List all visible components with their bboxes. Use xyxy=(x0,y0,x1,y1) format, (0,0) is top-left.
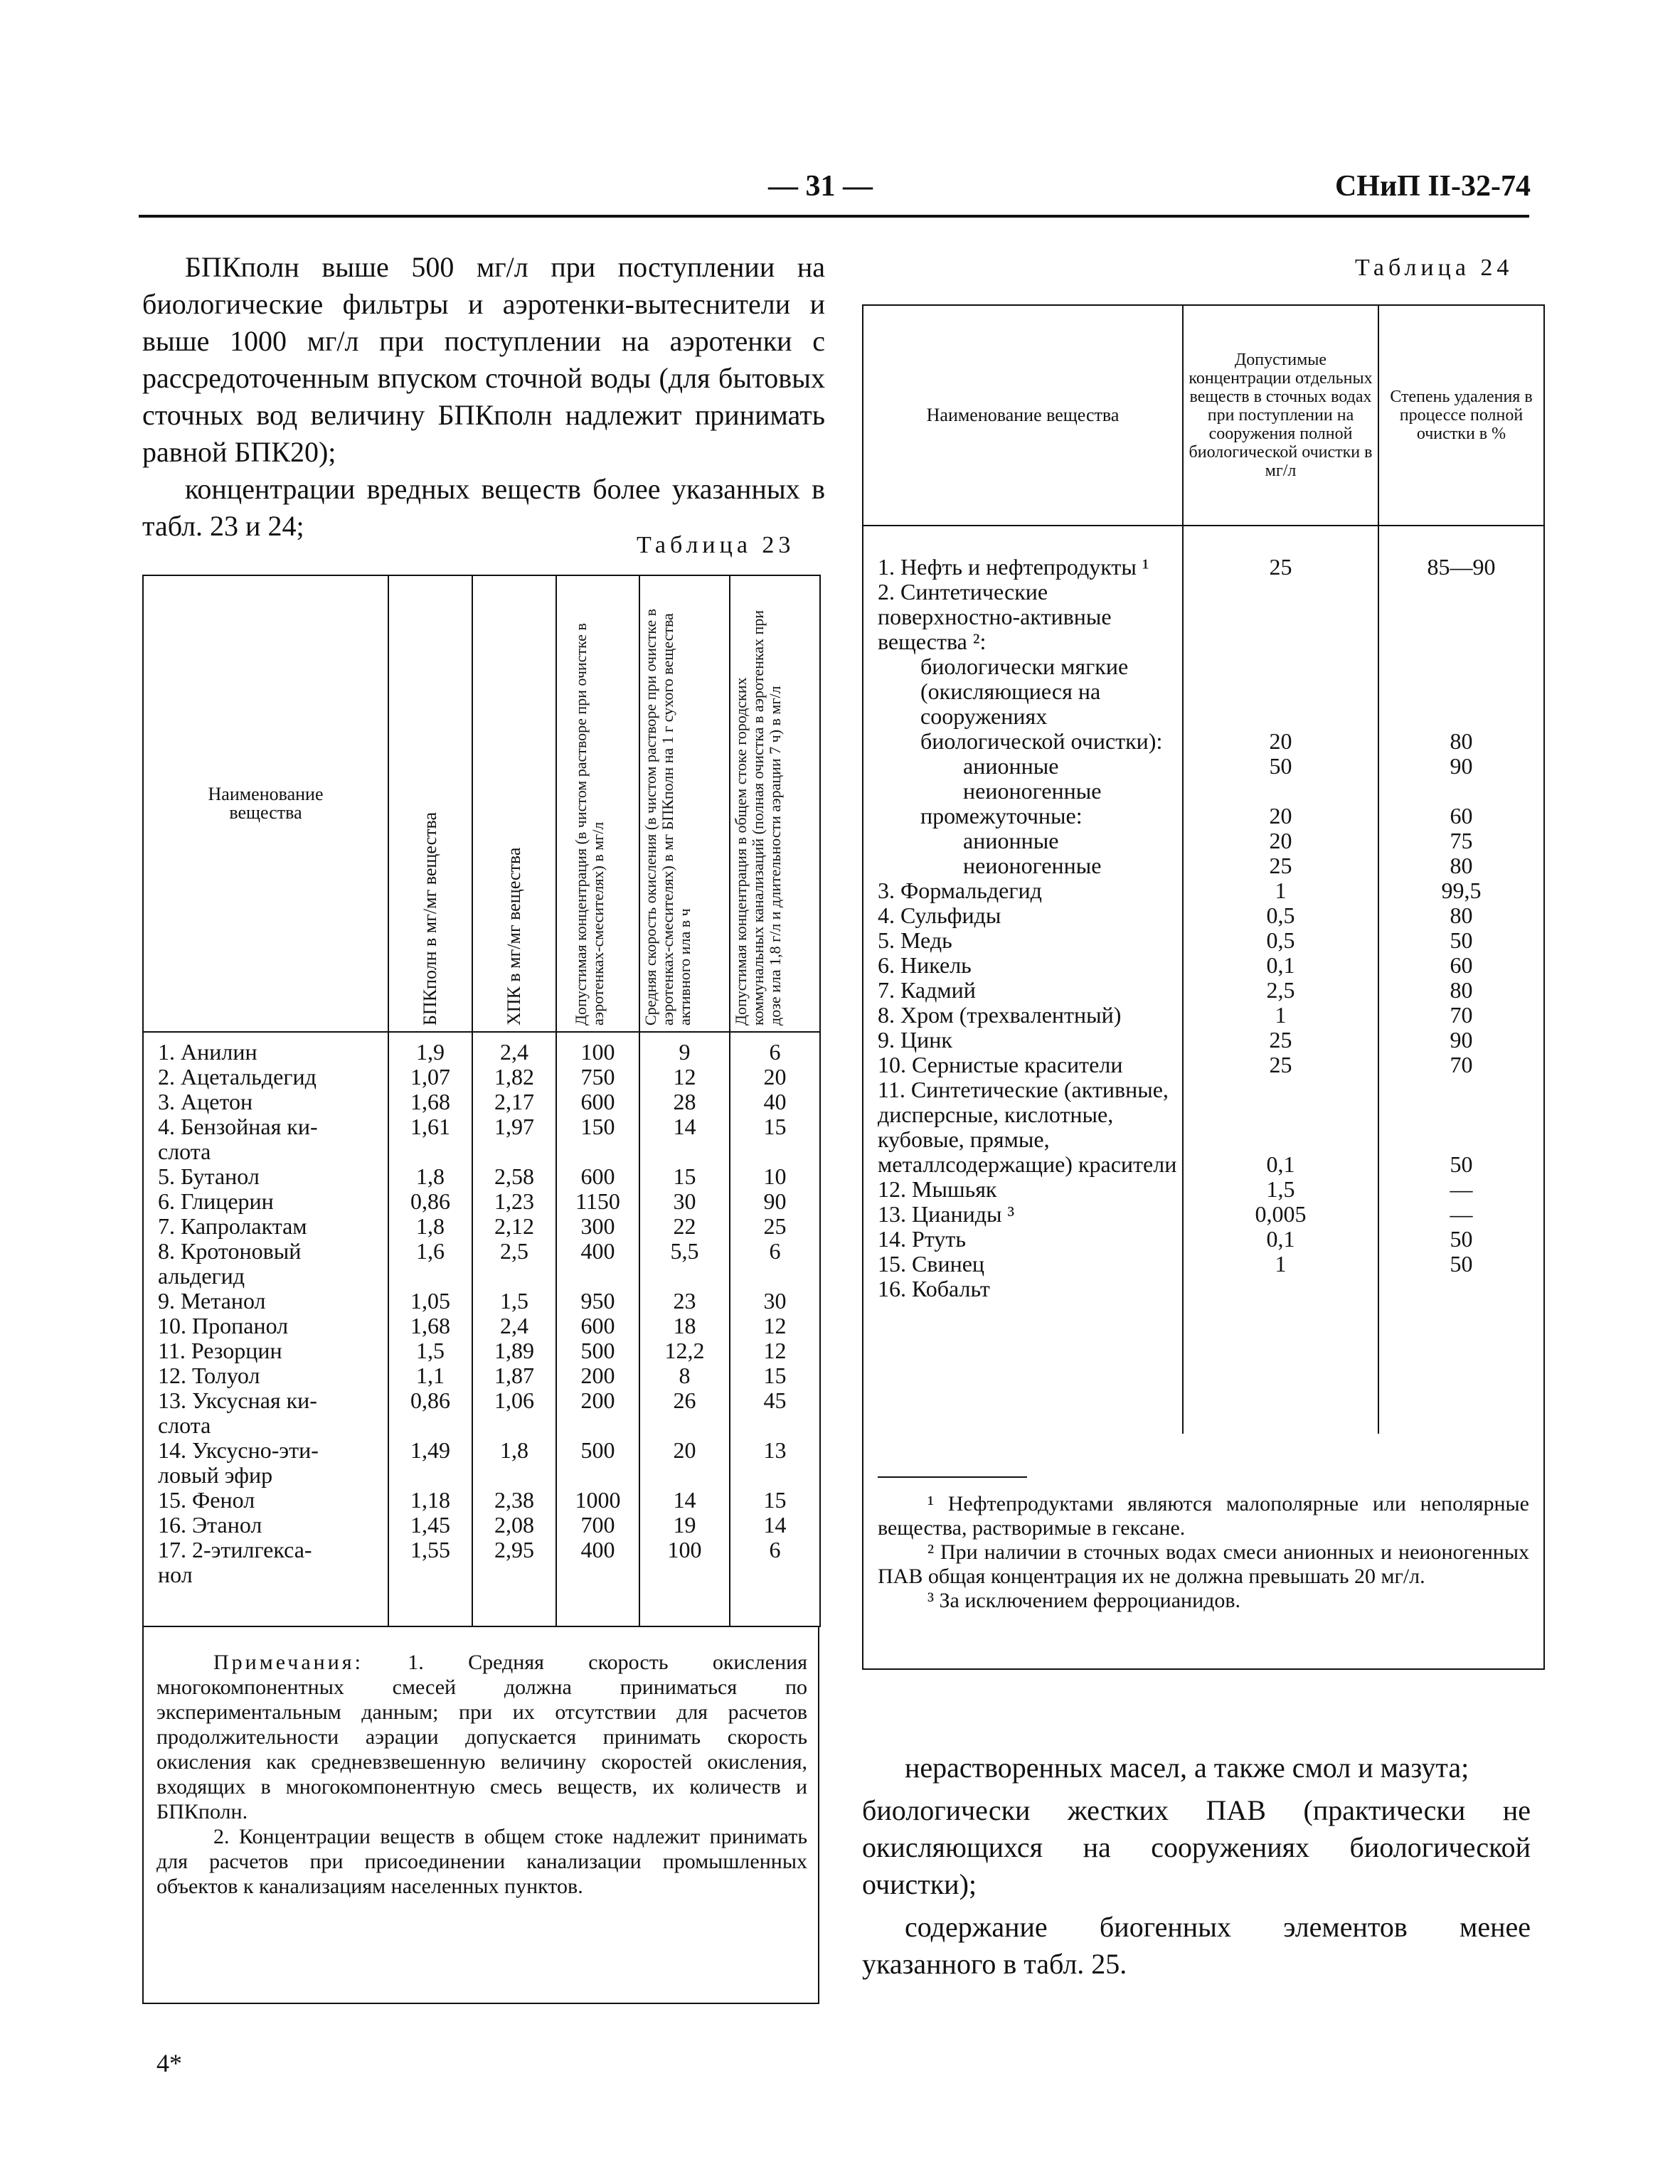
table-23-cell-city: 40 xyxy=(763,1089,787,1114)
table-24-row-name: 1. Нефть и нефтепродукты ¹ xyxy=(878,554,1149,580)
table-23-cell-spacer xyxy=(389,1264,472,1289)
table-24-cell-concentration: 0,1 xyxy=(1266,952,1295,978)
table-23-cell-bpk: 1,8 xyxy=(416,1163,445,1189)
table-23-body xyxy=(143,1032,820,1626)
table-23-cell-hpk: 2,08 xyxy=(494,1512,534,1538)
footnote: ² При наличии в сточных водах смеси анионных и неионогенных ПАВ общая концентрация их не должна превышать 20 мг/л. xyxy=(878,1540,1529,1588)
table-23-cell-rate: 19 xyxy=(673,1512,696,1538)
table-23-cell-hpk: 2,38 xyxy=(494,1487,534,1513)
header-rule xyxy=(139,215,1529,218)
table-24-cell-concentration xyxy=(1184,779,1378,804)
intro-paragraph: концентрации вредных веществ более указанных в табл. 23 и 24; xyxy=(142,473,825,542)
table-24-cell-concentration: 1 xyxy=(1275,1251,1287,1277)
table-23-header-oxidation-rate: Средняя скорость окисления (в чистом растворе при очистке в аэротенках-смесителях) в мг БПКполн на 1 г сухого вещества активного ила в ч xyxy=(639,575,730,1032)
table-23-cell-conc: 950 xyxy=(580,1288,615,1314)
table-23-cell-spacer xyxy=(473,1413,555,1438)
table-23-cell-bpk: 1,05 xyxy=(410,1288,450,1314)
table-23-cell-hpk: 1,89 xyxy=(494,1338,534,1363)
table-24-cell-concentration: 0,1 xyxy=(1266,1226,1295,1252)
table-23-cell-conc: 400 xyxy=(580,1537,615,1562)
table-23-cell-conc: 200 xyxy=(580,1387,615,1413)
table-23-row-name: нол xyxy=(158,1562,193,1587)
table-24-header-removal: Степень удаления в процессе полной очистки в % xyxy=(1378,305,1544,526)
table-23-cell-hpk: 2,95 xyxy=(494,1537,534,1562)
table-24-cell-removal xyxy=(1379,629,1543,729)
table-23-cell-hpk: 1,23 xyxy=(494,1188,534,1214)
table-23-cell-city: 90 xyxy=(763,1188,787,1214)
table-23-cell-hpk: 2,4 xyxy=(500,1313,528,1338)
table-23-cell-spacer xyxy=(640,1264,729,1289)
table-23-notes xyxy=(156,1650,807,1899)
table-24-row-name: 4. Сульфиды xyxy=(878,902,1001,928)
table-23-cell-rate: 26 xyxy=(673,1387,696,1413)
table-24-row-name: 14. Ртуть xyxy=(878,1226,966,1252)
table-23-cell-city: 30 xyxy=(763,1288,787,1314)
table-23-header-concentration: Допустимая концентрация (в чистом растворе при очистке в аэротенках-смесителях) в мг/л xyxy=(556,575,639,1032)
table-24-cell-removal: 80 xyxy=(1450,728,1473,754)
table-23-row-name: 9. Метанол xyxy=(158,1288,266,1314)
table-23-cell-hpk: 1,8 xyxy=(500,1437,528,1463)
continuation-paragraph: биологически жестких ПАВ (практически не окисляющихся на сооружениях биологической очистки); xyxy=(862,1794,1531,1900)
footnote-rule xyxy=(878,1476,1027,1478)
table-23-row-name: 7. Капролактам xyxy=(158,1213,307,1239)
table-23-cell-city: 6 xyxy=(769,1238,781,1264)
table-23-cell-spacer xyxy=(640,1463,729,1488)
table-23-row-name: 3. Ацетон xyxy=(158,1089,253,1114)
table-24-cell-concentration: 20 xyxy=(1269,828,1292,853)
table-23-row-name: 8. Кротоновый xyxy=(158,1238,302,1264)
table-23-cell-rate: 15 xyxy=(673,1163,696,1189)
table-24-cell-removal xyxy=(1379,779,1543,804)
table-24-cell-removal: 80 xyxy=(1450,977,1473,1003)
table-24-header-name: Наименование вещества xyxy=(863,305,1183,526)
table-23-cell-city: 25 xyxy=(763,1213,787,1239)
table-23-cell-spacer xyxy=(640,1562,729,1587)
table-23-cell-conc: 150 xyxy=(580,1114,615,1139)
table-23-cell-city: 10 xyxy=(763,1163,787,1189)
table-24-row-name: неионогенные xyxy=(963,778,1102,804)
table-23-cell-conc: 1000 xyxy=(575,1487,621,1513)
table-23-concentration-column xyxy=(556,1032,639,1626)
table-23-cell-city: 15 xyxy=(763,1363,787,1388)
table-23-cell-conc: 1150 xyxy=(575,1188,620,1214)
table-24-cell-concentration xyxy=(1184,629,1378,729)
table-24-concentration-column xyxy=(1183,526,1378,1434)
table-23-cell-spacer xyxy=(730,1139,819,1164)
table-23-caption: Таблица 23 xyxy=(637,532,795,558)
table-23-cell-hpk: 1,06 xyxy=(494,1387,534,1413)
table-24-cell-concentration: 0,5 xyxy=(1266,902,1295,928)
table-24-header-concentration: Допустимые концентрации отдельных веществ в сточных водах при поступлении на сооружения полной биологической очистки в мг/л xyxy=(1183,305,1378,526)
table-23-cell-rate: 23 xyxy=(673,1288,696,1314)
table-24-names-column xyxy=(863,526,1183,1434)
table-23-cell-spacer xyxy=(730,1413,819,1438)
table-23-cell-city: 6 xyxy=(769,1039,781,1065)
table-23-names-column xyxy=(143,1032,388,1626)
table-24-row-name: 16. Кобальт xyxy=(878,1276,990,1301)
table-23 xyxy=(142,575,821,1627)
table-23-cell-city: 20 xyxy=(763,1064,787,1090)
table-24-cell-concentration: 25 xyxy=(1269,1027,1292,1053)
table-23-cell-bpk: 1,68 xyxy=(410,1313,450,1338)
table-24-cell-concentration: 25 xyxy=(1269,1052,1292,1077)
intro-text xyxy=(142,249,825,545)
table-23-cell-bpk: 1,18 xyxy=(410,1487,450,1513)
table-23-cell-rate: 14 xyxy=(673,1114,696,1139)
table-23-city-column xyxy=(730,1032,820,1626)
table-24-cell-removal: 50 xyxy=(1450,927,1473,953)
table-23-cell-city: 15 xyxy=(763,1487,787,1513)
table-24-row-name: 3. Формальдегид xyxy=(878,878,1042,903)
table-23-row-name: 15. Фенол xyxy=(158,1487,255,1513)
sheet-mark: 4* xyxy=(156,2049,182,2077)
table-24-row-name: 8. Хром (трехвалентный) xyxy=(878,1002,1122,1028)
table-23-cell-bpk: 0,86 xyxy=(410,1188,450,1214)
table-23-cell-conc: 600 xyxy=(580,1163,615,1189)
table-24-caption: Таблица 24 xyxy=(1355,255,1514,281)
table-24-cell-removal: 75 xyxy=(1450,828,1473,853)
table-24-row-name: 7. Кадмий xyxy=(878,977,976,1003)
table-23-row-name: 14. Уксусно-эти- xyxy=(158,1437,319,1463)
table-23-cell-rate: 20 xyxy=(673,1437,696,1463)
table-23-header-hpk: ХПК в мг/мг вещества xyxy=(472,575,556,1032)
table-23-row-name: 6. Глицерин xyxy=(158,1188,274,1214)
intro-paragraph: БПКполн выше 500 мг/л при поступлении на биологические фильтры и аэротенки-вытеснители и выше 1000 мг/л при поступлении на аэротенки с рассредоточенным впуском сточной воды (для бытовых сточных вод величину БПКполн надлежит принимать равной БПК20); xyxy=(142,251,825,468)
table-23-cell-spacer xyxy=(640,1139,729,1164)
table-23-header-bpk: БПКполн в мг/мг вещества xyxy=(388,575,472,1032)
table-23-cell-hpk: 2,58 xyxy=(494,1163,534,1189)
footnote: ¹ Нефтепродуктами являются малополярные или неполярные вещества, растворимые в гексане. xyxy=(878,1491,1529,1540)
table-24-row-name: 13. Цианиды ³ xyxy=(878,1201,1015,1227)
table-24-cell-concentration: 1 xyxy=(1275,878,1287,903)
table-23-cell-bpk: 1,6 xyxy=(416,1238,445,1264)
table-24-row-name: анионные xyxy=(963,753,1059,779)
table-23-cell-spacer xyxy=(730,1562,819,1587)
table-23-cell-bpk: 1,49 xyxy=(410,1437,450,1463)
table-23-cell-conc: 750 xyxy=(580,1064,615,1090)
table-23-cell-hpk: 1,87 xyxy=(494,1363,534,1388)
table-24-cell-removal: 50 xyxy=(1450,1226,1473,1252)
table-23-cell-rate: 28 xyxy=(673,1089,696,1114)
table-24-cell-concentration: 25 xyxy=(1269,554,1292,580)
table-23-cell-spacer xyxy=(389,1562,472,1587)
table-23-row-name: слота xyxy=(158,1412,211,1438)
table-23-cell-rate: 9 xyxy=(679,1039,691,1065)
continuation-paragraph: содержание биогенных элементов менее указанного в табл. 25. xyxy=(862,1911,1531,1980)
table-23-row-name: альдегид xyxy=(158,1263,245,1289)
table-23-cell-bpk: 1,07 xyxy=(410,1064,450,1090)
table-23-cell-conc: 300 xyxy=(580,1213,615,1239)
table-24-cell-removal: — xyxy=(1450,1176,1473,1202)
table-23-header-name: Наименование вещества xyxy=(143,575,388,1032)
table-24-cell-concentration xyxy=(1184,580,1378,629)
table-24-row-name: 11. Синтетические (активные, дисперсные, кислотные, кубовые, прямые, металлсодержащие) красители xyxy=(878,1077,1177,1177)
table-23-row-name: 5. Бутанол xyxy=(158,1163,260,1189)
table-24-cell-removal: — xyxy=(1450,1201,1473,1227)
table-24-row-name: 15. Свинец xyxy=(878,1251,985,1277)
page-number: — 31 — xyxy=(768,170,873,203)
table-23-cell-rate: 100 xyxy=(667,1537,702,1562)
table-23-cell-spacer xyxy=(730,1264,819,1289)
table-23-cell-conc: 700 xyxy=(580,1512,615,1538)
table-24-cell-removal: 90 xyxy=(1450,1027,1473,1053)
table-24-cell-concentration: 1 xyxy=(1275,1002,1287,1028)
table-23-cell-hpk: 2,17 xyxy=(494,1089,534,1114)
table-23-cell-conc: 500 xyxy=(580,1338,615,1363)
table-23-cell-city: 45 xyxy=(763,1387,787,1413)
table-24-cell-removal: 50 xyxy=(1450,1251,1473,1277)
table-23-cell-bpk: 1,61 xyxy=(410,1114,450,1139)
table-24-cell-concentration: 0,5 xyxy=(1266,927,1295,953)
table-23-header-city-concentration: Допустимая концентрация в общем стоке городских коммунальных канализаций (полная очистка в аэротенках при дозе ила 1,8 г/л и длительности аэрации 7 ч) в мг/л xyxy=(730,575,820,1032)
table-23-row-name: 1. Анилин xyxy=(158,1039,257,1065)
table-23-cell-bpk: 1,68 xyxy=(410,1089,450,1114)
table-23-row-name: 13. Уксусная ки- xyxy=(158,1387,317,1413)
table-23-cell-spacer xyxy=(557,1562,639,1587)
table-24-cell-concentration: 25 xyxy=(1269,853,1292,878)
table-24-cell-removal xyxy=(1379,580,1543,629)
table-23-rate-column xyxy=(639,1032,730,1626)
table-24-cell-concentration: 0,005 xyxy=(1255,1201,1307,1227)
table-23-cell-hpk: 2,4 xyxy=(500,1039,528,1065)
continuation-text xyxy=(862,1749,1531,1988)
table-23-cell-hpk: 1,97 xyxy=(494,1114,534,1139)
table-23-cell-rate: 12 xyxy=(673,1064,696,1090)
table-23-bpk-column xyxy=(388,1032,472,1626)
table-24-cell-concentration: 20 xyxy=(1269,803,1292,829)
table-24-row-name: неионогенные xyxy=(963,853,1102,878)
table-23-cell-hpk: 2,5 xyxy=(500,1238,528,1264)
table-23-cell-conc: 400 xyxy=(580,1238,615,1264)
table-23-cell-spacer xyxy=(640,1413,729,1438)
table-23-row-name: 2. Ацетальдегид xyxy=(158,1064,317,1090)
table-23-cell-spacer xyxy=(557,1463,639,1488)
table-23-cell-spacer xyxy=(557,1413,639,1438)
footnote: ³ За исключением ферроцианидов. xyxy=(927,1588,1241,1612)
table-23-cell-conc: 100 xyxy=(580,1039,615,1065)
table-24-removal-column xyxy=(1378,526,1544,1434)
continuation-paragraph: нерастворенных масел, а также смол и мазута; xyxy=(905,1752,1469,1784)
table-23-cell-rate: 22 xyxy=(673,1213,696,1239)
table-23-cell-conc: 600 xyxy=(580,1313,615,1338)
table-24-cell-concentration: 20 xyxy=(1269,728,1292,754)
table-24-cell-concentration: 50 xyxy=(1269,753,1292,779)
table-23-row-name: 17. 2-этилгекса- xyxy=(158,1537,312,1562)
table-23-cell-city: 6 xyxy=(769,1537,781,1562)
table-24-row-name: 5. Медь xyxy=(878,927,952,953)
table-24-cell-concentration: 0,1 xyxy=(1266,1151,1295,1177)
table-24-cell-concentration: 2,5 xyxy=(1266,977,1295,1003)
document-code: СНиП II-32-74 xyxy=(1334,170,1531,203)
table-24-row-name: 12. Мышьяк xyxy=(878,1176,997,1202)
table-23-cell-rate: 14 xyxy=(673,1487,696,1513)
table-23-cell-rate: 12,2 xyxy=(664,1338,705,1363)
table-24-cell-removal: 80 xyxy=(1450,853,1473,878)
table-23-cell-spacer xyxy=(473,1139,555,1164)
table-23-row-name: 12. Толуол xyxy=(158,1363,260,1388)
table-24-row-name: промежуточные: xyxy=(920,803,1083,829)
table-23-cell-bpk: 1,1 xyxy=(416,1363,445,1388)
table-23-row-name: 16. Этанол xyxy=(158,1512,262,1538)
table-23-row-name: 10. Пропанол xyxy=(158,1313,289,1338)
table-24-row-name: анионные xyxy=(963,828,1059,853)
table-23-cell-conc: 600 xyxy=(580,1089,615,1114)
table-23-row-name: слота xyxy=(158,1139,211,1164)
table-23-cell-spacer xyxy=(730,1463,819,1488)
table-23-cell-rate: 5,5 xyxy=(670,1238,699,1264)
table-23-cell-spacer xyxy=(473,1264,555,1289)
table-23-cell-spacer xyxy=(389,1463,472,1488)
table-24-cell-removal: 90 xyxy=(1450,753,1473,779)
table-24-row-name: 9. Цинк xyxy=(878,1027,952,1053)
table-23-cell-rate: 8 xyxy=(679,1363,691,1388)
note-item: 2. Концентрации веществ в общем стоке надлежит принимать для расчетов при присоединении канализации промышленных объектов к канализациям населенных пунктов. xyxy=(156,1825,807,1898)
table-24-cell-removal: 60 xyxy=(1450,803,1473,829)
table-24-row-name: биологически мягкие (окисляющиеся на сооружениях биологической очистки): xyxy=(920,654,1163,754)
table-24-cell-concentration: 1,5 xyxy=(1266,1176,1295,1202)
table-24-row-name: 10. Сернистые красители xyxy=(878,1052,1123,1077)
table-24-cell-removal: 99,5 xyxy=(1441,878,1482,903)
table-23-cell-spacer xyxy=(473,1562,555,1587)
table-23-cell-rate: 30 xyxy=(673,1188,696,1214)
note-item: 1. Средняя скорость окисления многокомпонентных смесей должна приниматься по экспериментальным данным; при их отсутствии для расчетов продолжительности аэрации допускается принимать скорость окисления как средневзвешенную величину скоростей окисления, входящих в многокомпонентную смесь веществ, их количеств и БПКполн. xyxy=(156,1651,807,1823)
table-24-row-name: 2. Синтетические поверхностно-активные вещества ²: xyxy=(878,579,1112,654)
table-23-cell-hpk: 2,12 xyxy=(494,1213,534,1239)
notes-label: Примечания: xyxy=(213,1651,363,1674)
table-23-cell-bpk: 0,86 xyxy=(410,1387,450,1413)
table-23-cell-bpk: 1,8 xyxy=(416,1213,445,1239)
table-23-cell-conc: 200 xyxy=(580,1363,615,1388)
table-23-cell-spacer xyxy=(389,1139,472,1164)
table-24-cell-removal: 70 xyxy=(1450,1002,1473,1028)
table-23-cell-hpk: 1,82 xyxy=(494,1064,534,1090)
table-23-row-name: ловый эфир xyxy=(158,1462,273,1488)
table-23-cell-spacer xyxy=(389,1413,472,1438)
table-24-footnotes xyxy=(863,1492,1543,1634)
table-24-cell-removal: 70 xyxy=(1450,1052,1473,1077)
table-23-cell-bpk: 1,45 xyxy=(410,1512,450,1538)
table-23-cell-city: 13 xyxy=(763,1437,787,1463)
table-23-cell-bpk: 1,9 xyxy=(416,1039,445,1065)
table-24-cell-removal: 85—90 xyxy=(1427,554,1496,580)
table-23-cell-spacer xyxy=(473,1463,555,1488)
table-23-cell-bpk: 1,5 xyxy=(416,1338,445,1363)
table-23-cell-city: 12 xyxy=(763,1313,787,1338)
table-23-cell-city: 14 xyxy=(763,1512,787,1538)
table-23-cell-bpk: 1,55 xyxy=(410,1537,450,1562)
table-23-row-name: 4. Бензойная ки- xyxy=(158,1114,318,1139)
table-23-cell-city: 12 xyxy=(763,1338,787,1363)
table-23-cell-city: 15 xyxy=(763,1114,787,1139)
table-24 xyxy=(862,304,1545,1670)
table-23-row-name: 11. Резорцин xyxy=(158,1338,282,1363)
table-23-cell-spacer xyxy=(557,1139,639,1164)
table-24-footnotes-row xyxy=(863,1434,1544,1669)
table-24-cell-removal: 50 xyxy=(1450,1151,1473,1177)
table-24-cell-removal: 80 xyxy=(1450,902,1473,928)
table-23-cell-spacer xyxy=(557,1264,639,1289)
table-23-cell-conc: 500 xyxy=(580,1437,615,1463)
table-23-cell-rate: 18 xyxy=(673,1313,696,1338)
table-23-hpk-column xyxy=(472,1032,556,1626)
table-23-cell-hpk: 1,5 xyxy=(500,1288,528,1314)
table-24-cell-removal: 60 xyxy=(1450,952,1473,978)
table-24-row-name: 6. Никель xyxy=(878,952,972,978)
table-24-body xyxy=(863,526,1544,1434)
